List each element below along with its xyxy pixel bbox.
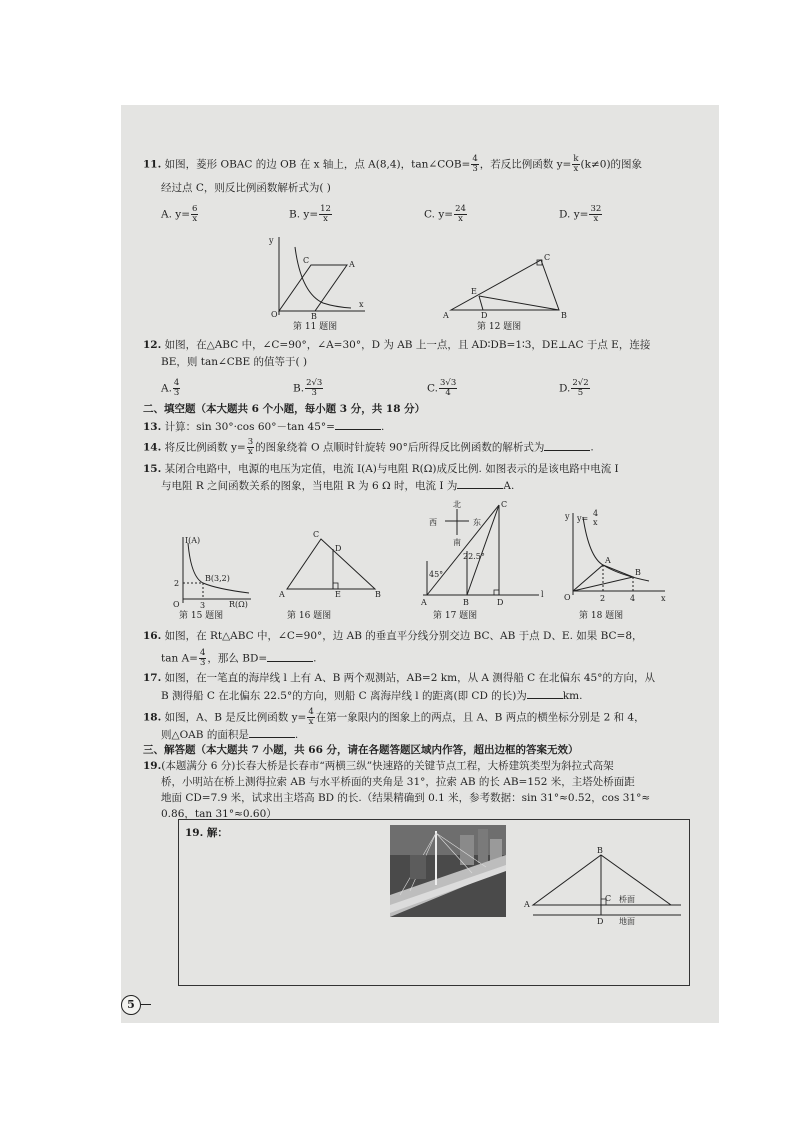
frac-num: 3 xyxy=(247,437,254,447)
frac-num: 6 xyxy=(192,204,198,214)
fig11-label-y: y xyxy=(269,236,274,245)
frac-num: 4 xyxy=(308,707,314,717)
fig18-tick-4: 4 xyxy=(630,594,636,603)
frac-num: 4 xyxy=(472,154,478,164)
q17-number: 17. xyxy=(143,672,162,684)
q12-option-c xyxy=(427,379,458,398)
frac-num: 4 xyxy=(199,648,206,658)
fig11-label-b: B xyxy=(311,312,317,319)
q12-text: 如图，在△ABC 中，∠C=90°，∠A=30°，D 为 AB 上一点，且 AD∶DB=1∶3，DE⊥AC 于点 E，连接 xyxy=(164,339,651,351)
fig11-label-c: C xyxy=(303,256,310,265)
figure-11 xyxy=(265,233,369,319)
q16-text-b: ，那么 BD= xyxy=(207,652,268,665)
q15-tail: A. xyxy=(503,480,515,492)
q13-text: 计算：sin 30°·cos 60°－tan 45°= xyxy=(164,421,335,433)
fig15-label-point: B(3,2) xyxy=(205,574,230,583)
q14 xyxy=(143,438,594,457)
frac-den: x xyxy=(323,214,328,224)
frac-num: k xyxy=(573,154,579,164)
q16-answer-blank[interactable] xyxy=(267,651,313,662)
fig15-tick-3: 3 xyxy=(200,601,206,609)
fig12-label-a: A xyxy=(443,311,449,320)
q17-line1 xyxy=(143,671,655,685)
fig17-label-east: 东 xyxy=(473,518,481,527)
fig12-caption: 第 12 题图 xyxy=(477,322,522,332)
fig15-label-r: R(Ω) xyxy=(229,600,248,609)
answer-figure xyxy=(521,845,689,927)
opt-label: D. y= xyxy=(559,208,589,221)
fig15-caption: 第 15 题图 xyxy=(179,611,224,621)
q14-number: 14. xyxy=(143,441,162,454)
frac-den: 3 xyxy=(199,658,206,668)
q16-line1 xyxy=(143,629,643,643)
q12-option-b xyxy=(293,379,324,398)
fig12-label-d: D xyxy=(481,311,488,320)
fig12-label-e: E xyxy=(471,287,477,296)
page-number-rule xyxy=(141,1004,151,1005)
frac-num: 2√2 xyxy=(572,378,589,388)
q13-number: 13. xyxy=(143,421,162,433)
q11-option-c xyxy=(424,205,468,224)
frac-den: x xyxy=(573,164,579,174)
q15-line2 xyxy=(161,478,514,493)
opt-fraction xyxy=(191,205,198,224)
section-answer-heading: 三、解答题（本大题共 7 小题，共 66 分，请在各题答题区域内作答，超出边框的答案无效） xyxy=(143,744,579,756)
q17-text: 如图，在一笔直的海岸线 l 上有 A、B 两个观测站，AB=2 km，从 A 测得船 C 在北偏东 45°的方向，从 xyxy=(164,672,655,684)
fig17-label-south: 南 xyxy=(453,538,461,547)
fig16-label-e: E xyxy=(335,590,341,599)
q12-line2: BE，则 tan∠CBE 的值等于( ) xyxy=(161,356,308,368)
answer-fig-label-c: C xyxy=(605,894,612,903)
q18-text-2: 则△OAB 的面积是 xyxy=(161,729,249,741)
q18-line1 xyxy=(143,708,645,727)
q16-line2 xyxy=(161,649,317,668)
fig18-eq-num: 4 xyxy=(593,509,599,518)
q18-tail: . xyxy=(294,729,299,741)
fig17-label-d: D xyxy=(497,598,504,607)
q17-line2 xyxy=(161,688,582,703)
fig17-angle-22: 22.5° xyxy=(463,552,485,561)
q11-text-a: 如图，菱形 OBAC 的边 OB 在 x 轴上，点 A(8,4)，tan∠COB= xyxy=(164,158,471,171)
bridge-photo xyxy=(390,825,506,917)
answer-fig-label-b: B xyxy=(597,846,603,855)
frac-den: 5 xyxy=(577,388,584,398)
fig15-label-o: O xyxy=(173,600,180,609)
q18-text-a: 如图，A、B 是反比例函数 y= xyxy=(164,711,307,724)
fig18-tick-2: 2 xyxy=(600,594,606,603)
answer-label: 19. 解： xyxy=(185,827,228,839)
fig17-label-l: l xyxy=(541,590,544,599)
q11-text-b: ，若反比例函数 y= xyxy=(479,158,572,171)
q17-answer-blank[interactable] xyxy=(527,688,563,699)
fig18-eq-den: x xyxy=(593,518,598,527)
bridge-photo-drawing xyxy=(390,825,506,917)
frac-den: x xyxy=(192,214,198,224)
q11-number: 11. xyxy=(143,158,162,171)
fig16-caption: 第 16 题图 xyxy=(287,611,332,621)
q19-line4: 0.86，tan 31°≈0.60） xyxy=(161,808,277,820)
fig17-label-a: A xyxy=(421,598,427,607)
q11-option-b xyxy=(289,205,333,224)
fig15-label-i: I(A) xyxy=(185,536,201,545)
q14-answer-blank[interactable] xyxy=(544,440,590,451)
frac-den: 3 xyxy=(311,388,317,398)
fig17-label-west: 西 xyxy=(429,518,437,527)
fig18-caption: 第 18 题图 xyxy=(579,611,624,621)
opt-label: B. xyxy=(293,382,305,395)
answer-fig-deck: 桥面 xyxy=(619,895,635,904)
q17-text-2: B 测得船 C 在北偏东 22.5°的方向，则船 C 离海岸线 l 的距离(即 CD 的长)为 xyxy=(161,690,527,702)
q14-text-a: 将反比例函数 y= xyxy=(164,441,246,454)
opt-fraction xyxy=(571,379,589,398)
exam-sheet xyxy=(121,105,719,1023)
figure-18 xyxy=(561,507,671,607)
q14-tail: . xyxy=(590,441,594,454)
fig11-label-o: O xyxy=(271,310,278,319)
q12-option-d xyxy=(559,379,591,398)
opt-fraction xyxy=(173,379,180,398)
q14-fraction xyxy=(247,438,254,457)
opt-fraction xyxy=(439,379,457,398)
q14-text-b: 的图象绕着 O 点顺时针旋转 90°后所得反比例函数的解析式为 xyxy=(255,441,545,454)
q11-text-c: (k≠0)的图象 xyxy=(580,158,643,171)
q11-line2: 经过点 C，则反比例函数解析式为( ) xyxy=(161,182,331,194)
frac-den: x xyxy=(248,447,253,457)
q11-option-d xyxy=(559,205,603,224)
frac-den: 4 xyxy=(445,388,451,398)
fig18-label-o: O xyxy=(564,593,571,602)
q12-option-a xyxy=(161,379,181,398)
opt-label: C. y= xyxy=(424,208,454,221)
frac-num: 4 xyxy=(173,378,180,388)
q12-line1 xyxy=(143,338,650,352)
fig15-tick-2: 2 xyxy=(174,579,180,588)
q11-option-a xyxy=(161,205,199,224)
q11-tan-fraction xyxy=(471,155,478,174)
fig16-label-a: A xyxy=(279,590,285,599)
q18-fraction xyxy=(307,708,314,727)
opt-fraction xyxy=(305,379,323,398)
opt-fraction xyxy=(319,205,332,224)
q16-number: 16. xyxy=(143,630,162,642)
q19-line1 xyxy=(143,759,614,773)
q15-number: 15. xyxy=(143,463,162,475)
q19-line3: 地面 CD=7.9 米，试求出主塔高 BD 的长.（结果精确到 0.1 米，参考数据：sin 31°≈0.52，cos 31°≈ xyxy=(161,792,651,804)
q11-line1 xyxy=(143,155,642,174)
fig18-eq: y= xyxy=(577,514,589,523)
q12-number: 12. xyxy=(143,339,162,351)
frac-den: 3 xyxy=(173,388,180,398)
opt-fraction xyxy=(454,205,467,224)
q16-tail: . xyxy=(313,652,317,665)
q15-line1 xyxy=(143,462,619,476)
q15-text-2: 与电阻 R 之间函数关系的图象，当电阻 R 为 6 Ω 时，电流 I 为 xyxy=(161,480,458,492)
frac-num: 12 xyxy=(320,204,331,214)
q16-fraction xyxy=(199,649,206,668)
frac-den: x xyxy=(458,214,463,224)
q11-k-fraction xyxy=(572,155,579,174)
fig16-label-d: D xyxy=(335,544,342,553)
q13 xyxy=(143,419,384,434)
q15-text: 某闭合电路中，电源的电压为定值，电流 I(A)与电阻 R(Ω)成反比例. 如图表示的是该电路中电流 I xyxy=(164,463,619,475)
frac-num: 32 xyxy=(590,204,602,214)
fig17-angle-45: 45° xyxy=(429,570,444,579)
opt-label: C. xyxy=(427,382,438,395)
figure-16 xyxy=(279,525,383,603)
frac-num: 24 xyxy=(455,204,466,214)
opt-label: A. y= xyxy=(161,208,190,221)
fig11-label-x: x xyxy=(359,300,364,309)
q19-text: (本题满分 6 分)长春大桥是长春市“两横三纵”快速路的关键节点工程，大桥建筑类型为斜拉式高架 xyxy=(161,760,614,772)
fig18-label-b: B xyxy=(635,568,641,577)
figure-17 xyxy=(417,497,547,607)
fig18-label-x: x xyxy=(661,594,666,603)
q16-text: 如图，在 Rt△ABC 中，∠C=90°，边 AB 的垂直平分线分别交边 BC、AB 于点 D、E. 如果 BC=8， xyxy=(164,630,643,642)
fig17-label-north: 北 xyxy=(453,500,461,509)
fig12-label-b: B xyxy=(561,311,567,320)
opt-label: A. xyxy=(161,382,172,395)
fig12-label-c: C xyxy=(544,253,551,262)
opt-fraction xyxy=(589,205,602,224)
fig16-label-c: C xyxy=(313,530,320,539)
section-fill-in-heading: 二、填空题（本大题共 6 个小题，每小题 3 分，共 18 分） xyxy=(143,403,426,415)
q16-text-a: tan A= xyxy=(161,652,198,665)
q18-line2 xyxy=(161,727,298,742)
q17-tail: km. xyxy=(562,690,583,702)
frac-num: 3√3 xyxy=(440,378,457,388)
page-number-badge: 5 xyxy=(121,995,141,1015)
fig17-caption: 第 17 题图 xyxy=(433,611,478,621)
frac-den: x xyxy=(308,717,314,727)
fig17-label-b: B xyxy=(463,598,469,607)
fig11-caption: 第 11 题图 xyxy=(293,322,338,332)
q18-answer-blank[interactable] xyxy=(249,727,295,738)
fig16-label-b: B xyxy=(375,590,381,599)
frac-den: x xyxy=(593,214,599,224)
fig11-label-a: A xyxy=(349,260,355,269)
fig18-label-y: y xyxy=(565,512,570,521)
q15-answer-blank[interactable] xyxy=(457,478,503,489)
frac-num: 2√3 xyxy=(306,378,323,388)
answer-fig-label-a: A xyxy=(524,900,530,909)
fig18-label-a: A xyxy=(605,556,611,565)
q18-number: 18. xyxy=(143,711,162,724)
q18-text-b: 在第一象限内的图象上的两点，且 A、B 两点的横坐标分别是 2 和 4， xyxy=(315,711,645,724)
frac-den: 3 xyxy=(472,164,478,174)
q19-number: 19. xyxy=(143,760,162,772)
answer-fig-ground: 地面 xyxy=(619,917,635,926)
q19-line2: 桥，小明站在桥上测得拉索 AB 与水平桥面的夹角是 31°，拉索 AB 的长 AB=152 米，主塔处桥面距 xyxy=(161,776,635,788)
figure-15 xyxy=(171,533,255,609)
opt-label: D. xyxy=(559,382,571,395)
fig17-label-c: C xyxy=(501,500,508,509)
answer-fig-label-d: D xyxy=(597,917,604,926)
q13-answer-blank[interactable] xyxy=(335,419,381,430)
opt-label: B. y= xyxy=(289,208,319,221)
q13-tail: . xyxy=(380,421,385,433)
figure-12 xyxy=(441,248,571,320)
